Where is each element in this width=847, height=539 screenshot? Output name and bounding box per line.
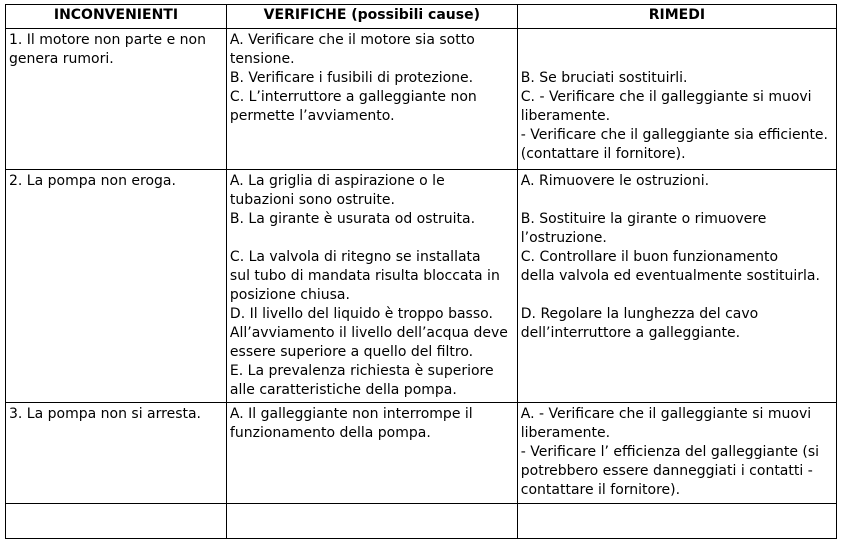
check-line: posizione chiusa. [229,287,350,303]
remedies-cell [517,403,836,504]
check-line: A. Il galleggiante non interrompe il [229,406,473,422]
check-line: tubazioni sono ostruite. [229,192,395,208]
remedy-line: - Verificare l’ efficienza del galleggiante (si [520,444,820,460]
check-line: funzionamento della pompa. [229,425,431,441]
spacer [521,191,833,210]
header-inconvenienti: INCONVENIENTI [6,5,227,29]
problem-line: 2. La pompa non eroga. [9,173,176,189]
remedy-line: potrebbero essere danneggiati i contatti - [520,463,813,479]
check-line: A. La griglia di aspirazione o le [229,173,445,189]
checks-cell [226,29,517,170]
header-row [6,5,837,29]
header-verifiche: VERIFICHE (possibili cause) [226,5,517,29]
spacer [521,50,833,69]
check-line: tensione. [229,51,295,67]
problem-cell [6,29,227,170]
check-line: A. Verificare che il motore sia sotto [229,32,475,48]
table-row [6,29,837,170]
spacer [521,286,833,305]
check-line: C. La valvola di ritegno se installata [229,249,481,265]
troubleshooting-table [5,4,837,539]
spacer [230,229,514,248]
check-line: All’avviamento il livello dell’acqua deve [229,325,508,341]
problem-line: genera rumori. [9,51,114,67]
check-line: E. La prevalenza richiesta è superiore [229,363,494,379]
remedy-line: liberamente. [520,425,611,441]
remedy-line: della valvola ed eventualmente sostituirla. [520,268,820,284]
remedy-line: A. Rimuovere le ostruzioni. [520,173,710,189]
remedy-line: C. Controllare il buon funzionamento [520,249,779,265]
check-line: B. La girante è usurata od ostruita. [229,211,476,227]
problem-line: 1. Il motore non parte e non [9,32,206,48]
remedy-line: B. Sostituire la girante o rimuovere [520,211,767,227]
check-line: C. L’interruttore a galleggiante non [229,89,477,105]
problem-cell [6,403,227,504]
checks-cell [226,403,517,504]
table-row [6,170,837,403]
remedy-line: A. - Verificare che il galleggiante si muovi [520,406,812,422]
spacer [521,31,833,50]
checks-cell [226,170,517,403]
check-line: sul tubo di mandata risulta bloccata in [229,268,500,284]
check-line: alle caratteristiche della pompa. [229,382,457,398]
remedy-line: dell’interruttore a galleggiante. [520,325,741,341]
remedy-line: B. Se bruciati sostituirli. [520,70,688,86]
remedies-cell [517,504,836,539]
check-line: B. Verificare i fusibili di protezione. [229,70,474,86]
remedy-line: D. Regolare la lunghezza del cavo [520,306,759,322]
remedy-line: l’ostruzione. [520,230,607,246]
problem-cell [6,170,227,403]
problem-line: 3. La pompa non si arresta. [9,406,202,422]
header-rimedi: RIMEDI [517,5,836,29]
problem-cell [6,504,227,539]
remedies-cell [517,29,836,170]
remedy-line: (contattare il fornitore). [520,146,686,162]
remedies-cell [517,170,836,403]
remedy-line: contattare il fornitore). [520,482,681,498]
table-row [6,403,837,504]
table-row-cut-off [6,504,837,539]
check-line: permette l’avviamento. [229,108,395,124]
check-line: D. Il livello del liquido è troppo basso. [229,306,493,322]
remedy-line: liberamente. [520,108,611,124]
remedy-line: - Verificare che il galleggiante sia efficiente. [520,127,828,143]
checks-cell [226,504,517,539]
check-line: essere superiore a quello del filtro. [229,344,474,360]
remedy-line: C. - Verificare che il galleggiante si muovi [520,89,812,105]
